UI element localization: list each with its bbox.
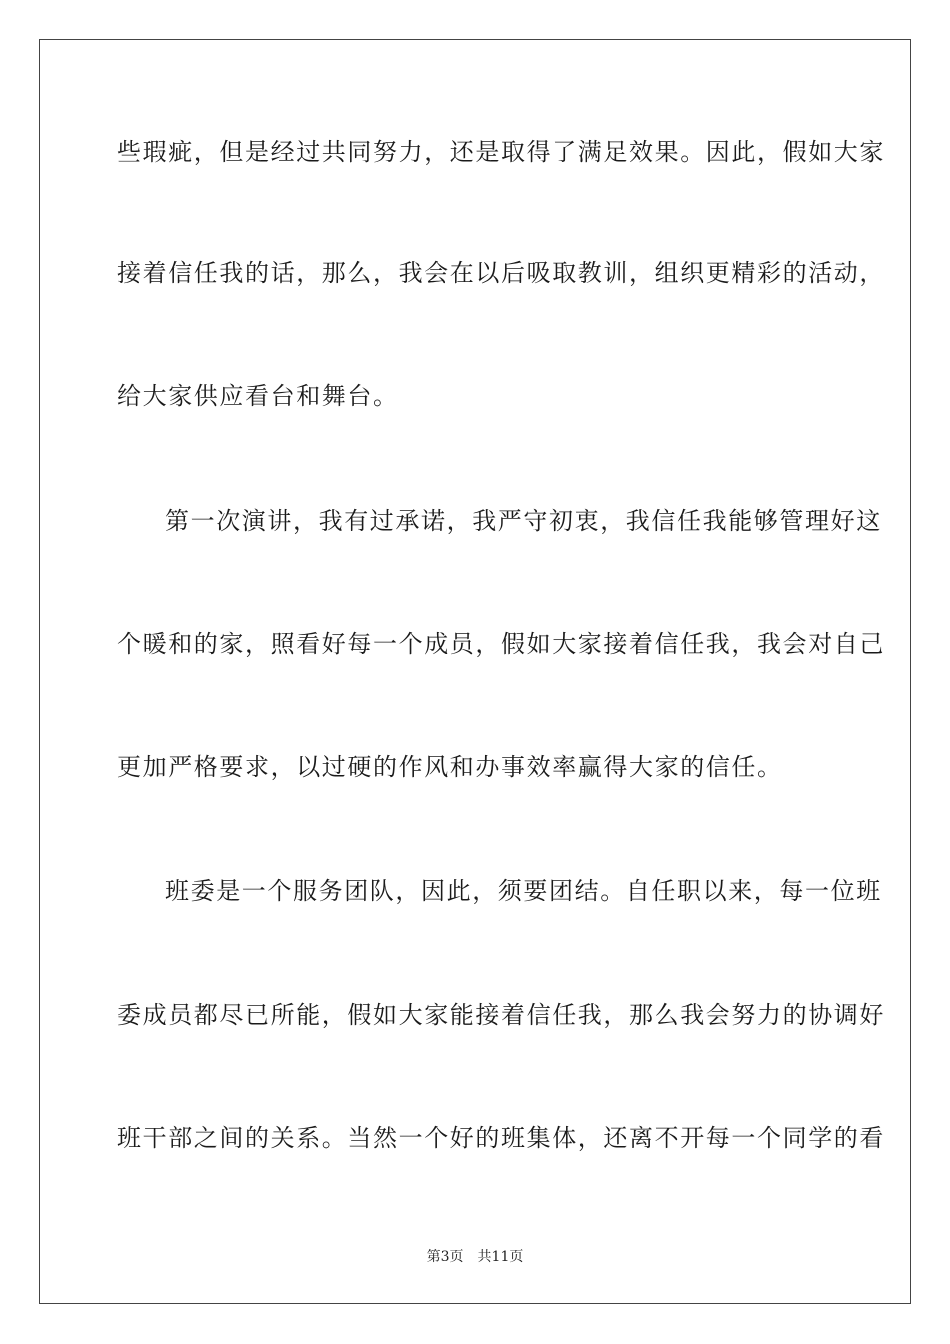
paragraph-start-line: 班委是一个服务团队，因此，须要团结。自任职以来，每一位班 xyxy=(165,877,882,905)
total-pages: 共11页 xyxy=(477,1249,524,1265)
page-border xyxy=(39,39,911,1304)
body-line: 委成员都尽已所能，假如大家能接着信任我，那么我会努力的协调好 xyxy=(117,1001,885,1029)
body-line: 给大家供应看台和舞台。 xyxy=(117,382,399,410)
body-line: 个暖和的家，照看好每一个成员，假如大家接着信任我，我会对自己 xyxy=(117,630,885,658)
body-line: 更加严格要求，以过硬的作风和办事效率赢得大家的信任。 xyxy=(117,753,783,781)
page-footer xyxy=(0,1248,950,1266)
body-line: 接着信任我的话，那么，我会在以后吸取教训，组织更精彩的活动， xyxy=(117,259,885,287)
paragraph-start-line: 第一次演讲，我有过承诺，我严守初衷，我信任我能够管理好这 xyxy=(165,507,882,535)
body-line: 些瑕疵，但是经过共同努力，还是取得了满足效果。因此，假如大家 xyxy=(117,138,885,166)
page-number: 第3页 xyxy=(426,1249,464,1265)
body-line: 班干部之间的关系。当然一个好的班集体，还离不开每一个同学的看 xyxy=(117,1124,885,1152)
